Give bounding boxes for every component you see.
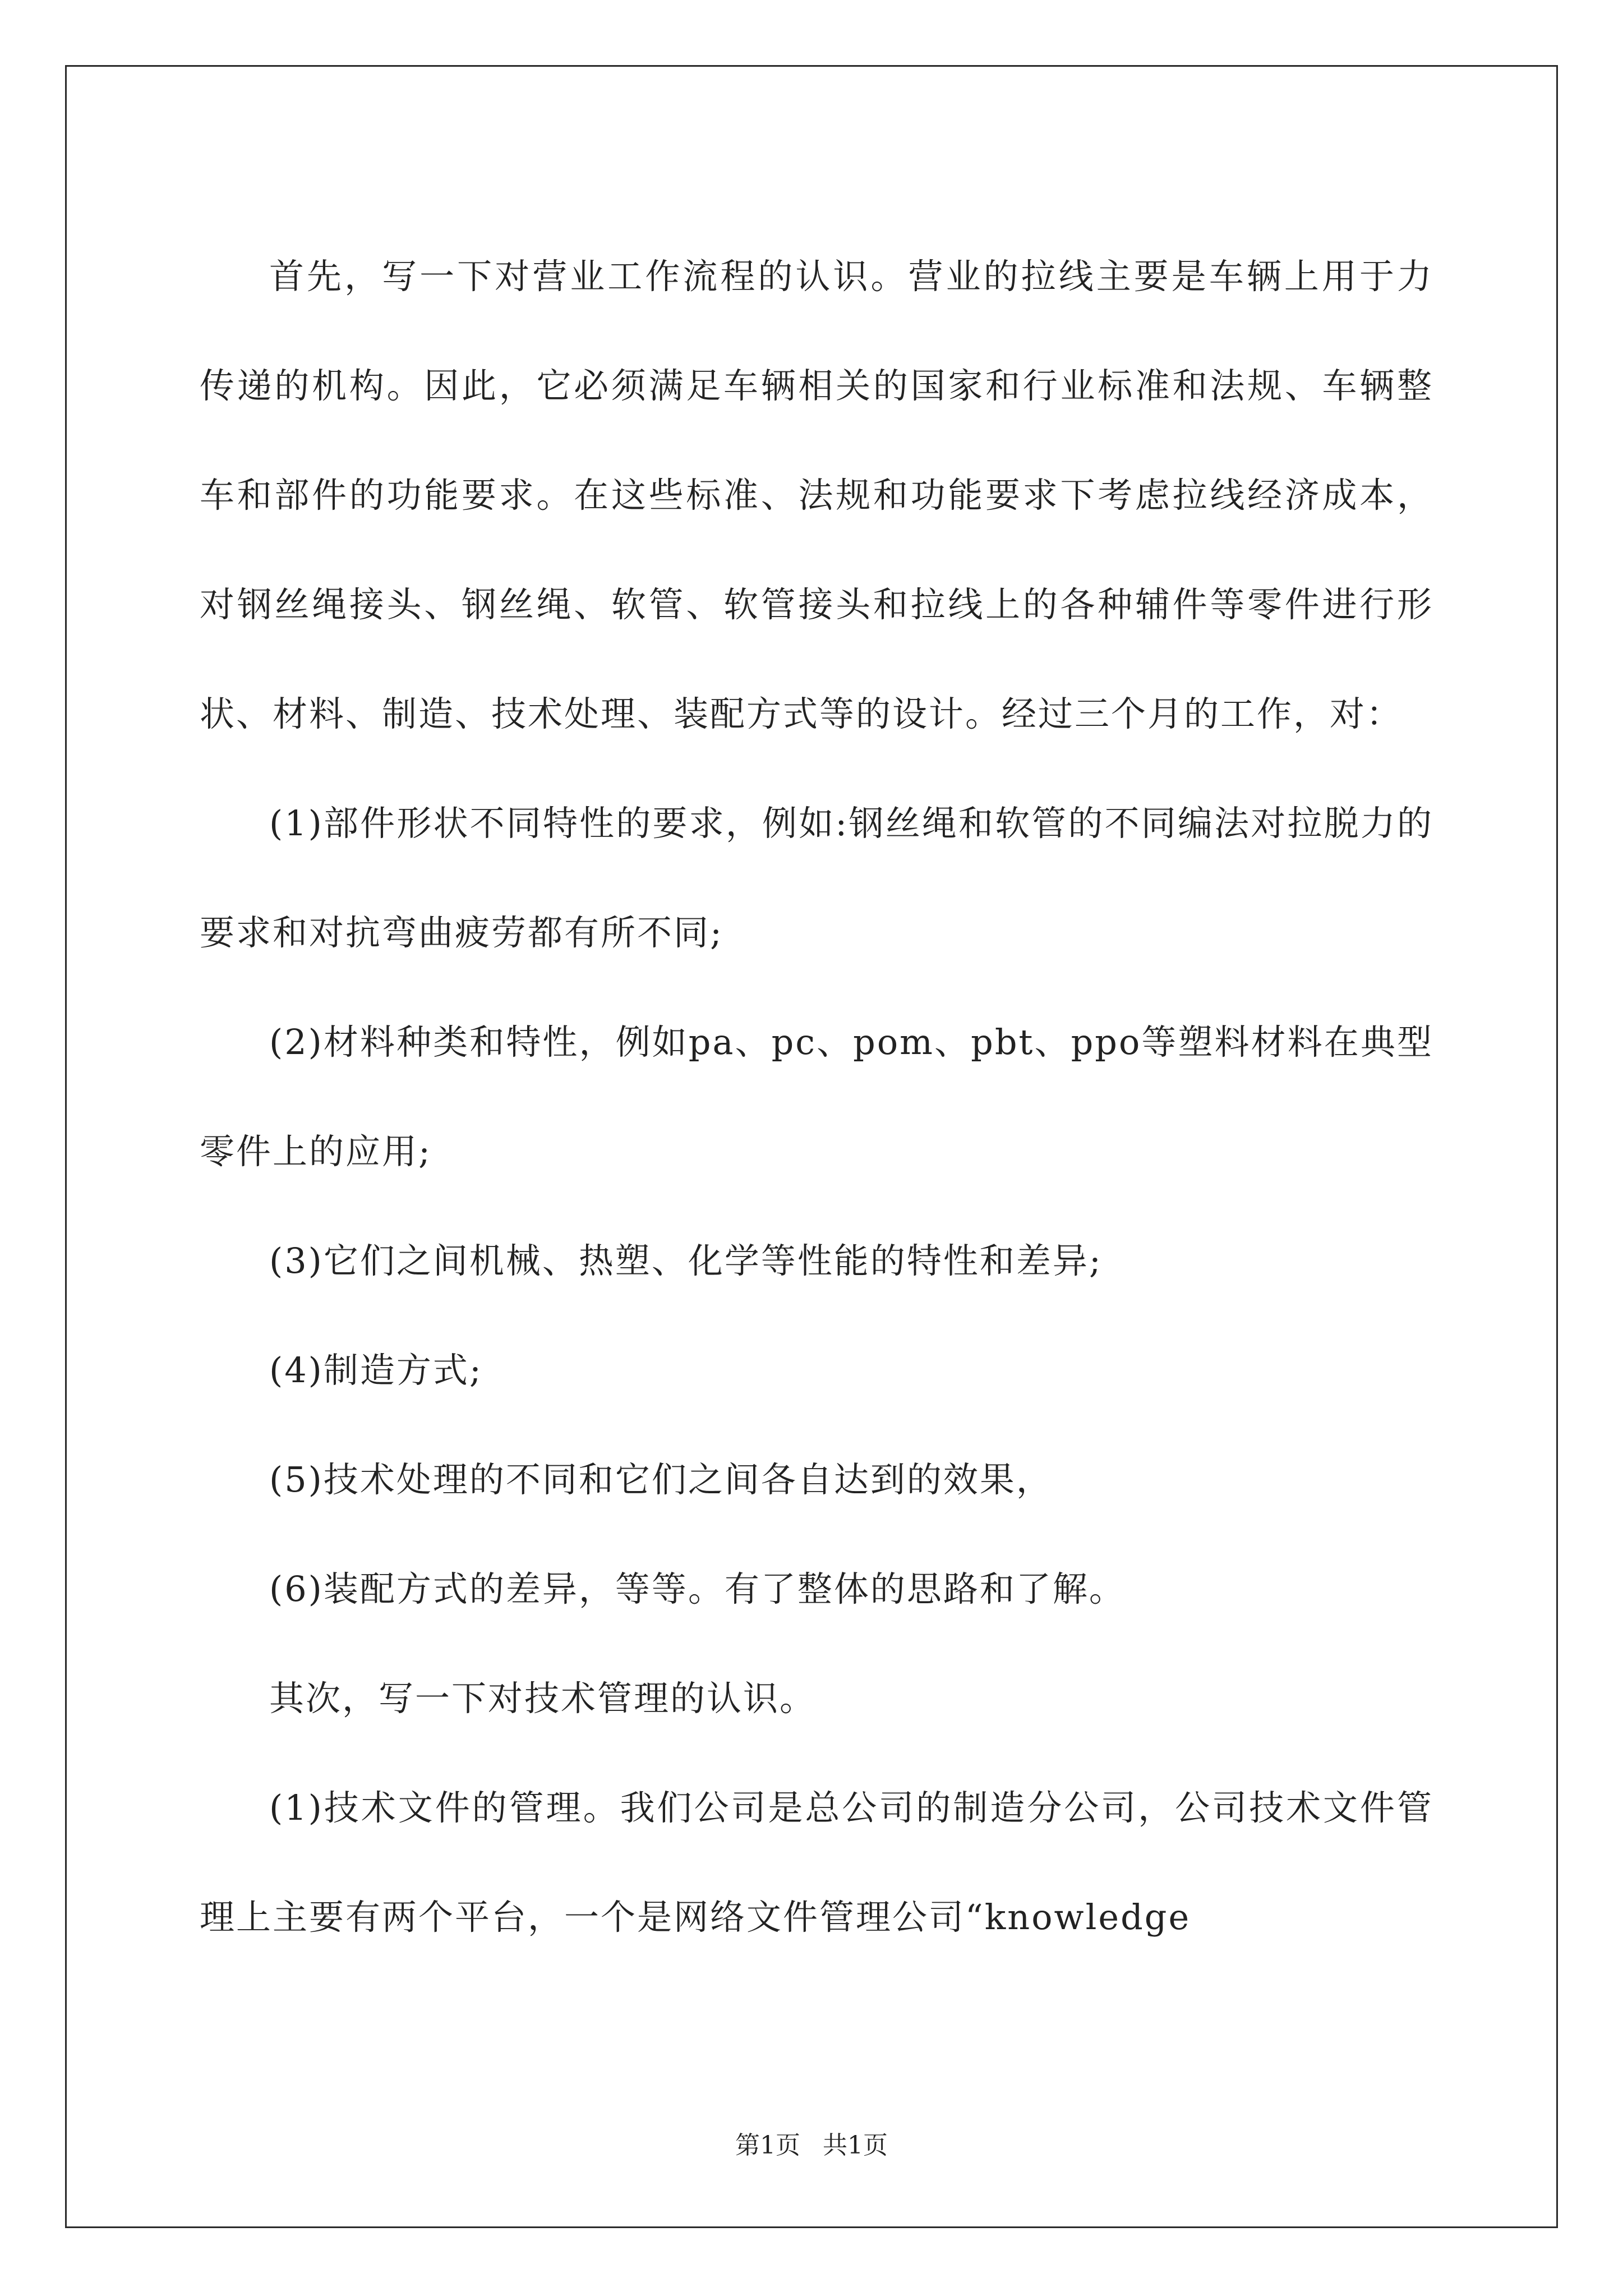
page-footer (0, 2129, 1623, 2162)
paragraph-item-4: (4)制造方式; (269, 1350, 483, 1391)
paragraph-item-2: (2)材料种类和特性，例如pa、pc、pom、pbt、ppo等塑料材料在典型零件上的应用; (200, 1022, 1433, 1172)
page-number: 第1页 (735, 2131, 800, 2160)
paragraph-item-6: (6)装配方式的差异，等等。有了整体的思路和了解。 (269, 1568, 1126, 1609)
paragraph-item-5: (5)技术处理的不同和它们之间各自达到的效果， (269, 1459, 1053, 1500)
paragraph-item-3: (3)它们之间机械、热塑、化学等性能的特性和差异; (269, 1240, 1103, 1281)
paragraph-intro: 首先，写一下对营业工作流程的认识。营业的拉线主要是车辆上用于力传递的机构。因此，它必须满足车辆相关的国家和行业标准和法规、车辆整车和部件的功能要求。在这些标准、法规和功能要求下考虑拉线经济成本，对钢丝绳接头、钢丝绳、软管、软管接头和拉线上的各种辅件等零件进行形状、材料、制造、技术处理、装配方式等的设计。经过三个月的工作，对： (200, 256, 1433, 734)
paragraph-tech-docs: (1)技术文件的管理。我们公司是总公司的制造分公司，公司技术文件管理上主要有两个平台，一个是网络文件管理公司“knowledge (200, 1787, 1433, 1938)
paragraph-item-1: (1)部件形状不同特性的要求，例如:钢丝绳和软管的不同编法对拉脱力的要求和对抗弯曲疲劳都有所不同; (200, 803, 1433, 953)
document-body (200, 222, 1433, 1972)
page-total: 共1页 (823, 2131, 888, 2160)
paragraph-second-heading: 其次，写一下对技术管理的认识。 (269, 1678, 817, 1719)
